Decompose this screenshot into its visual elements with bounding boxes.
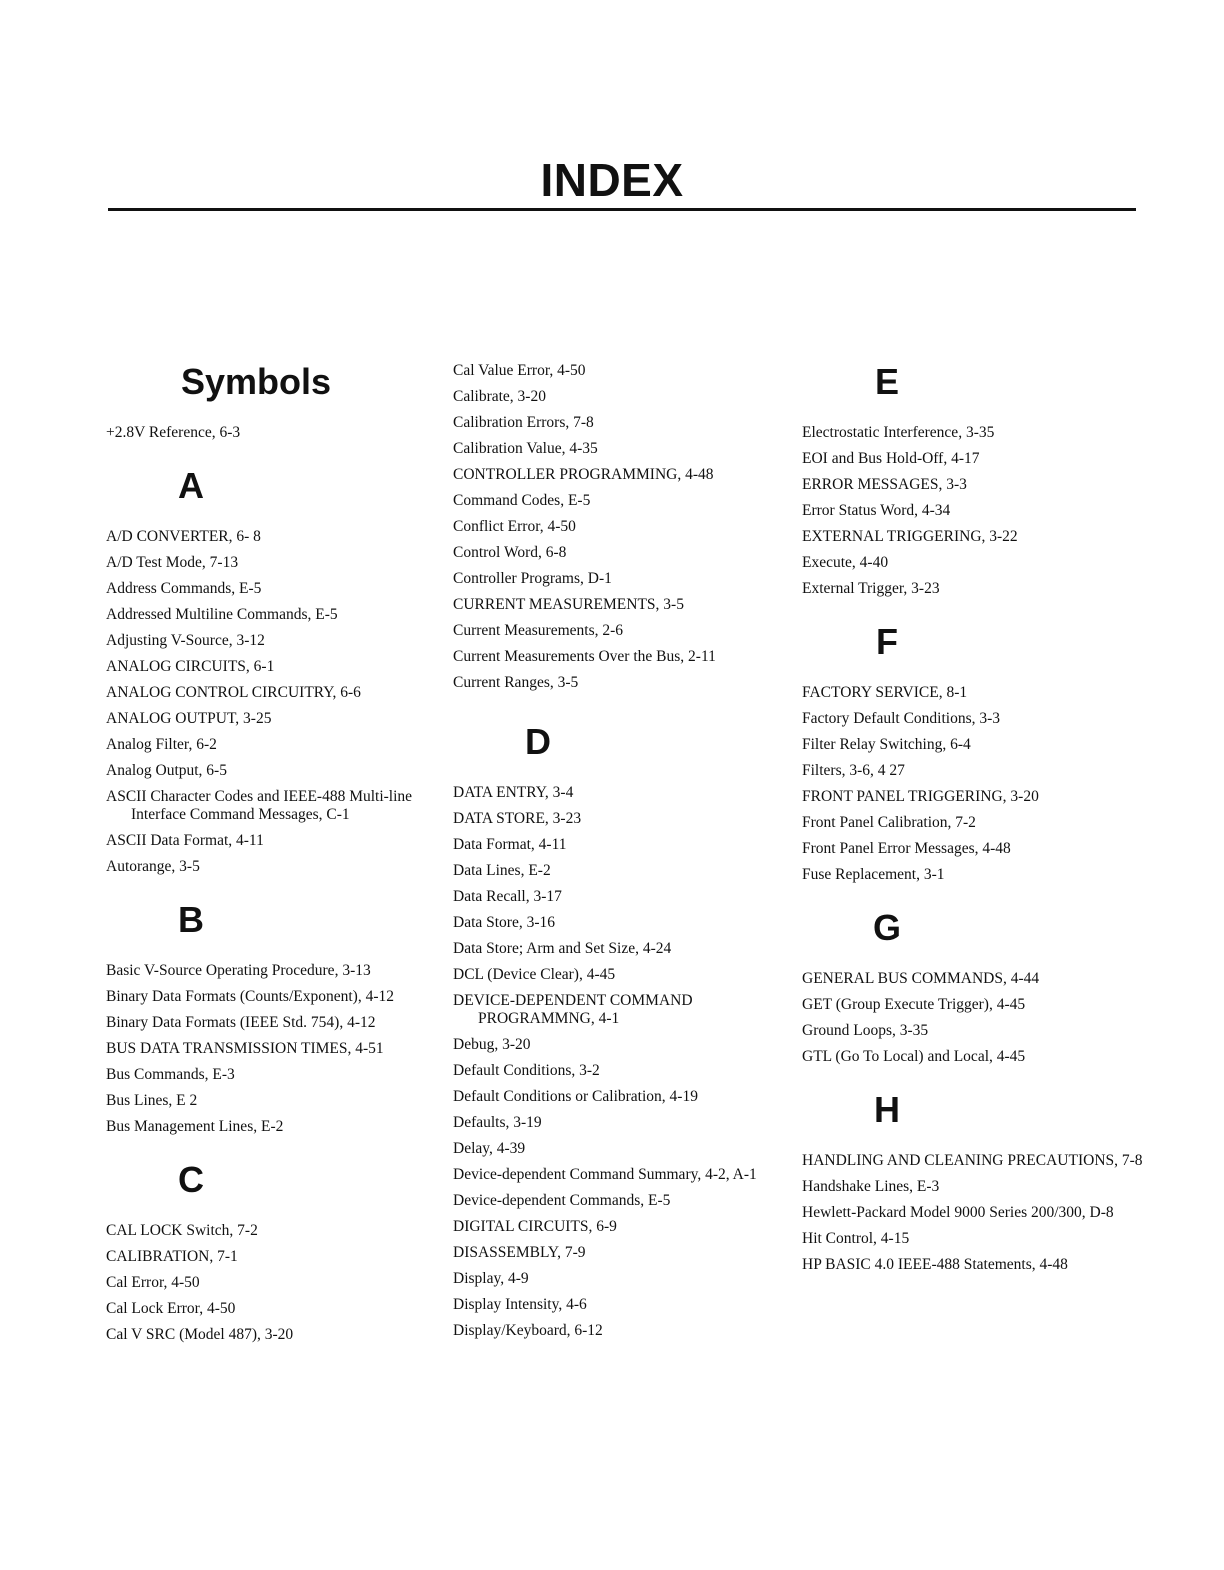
index-entry: Display/Keyboard, 6-12 xyxy=(453,1322,603,1339)
index-entry: Default Conditions or Calibration, 4-19 xyxy=(453,1088,698,1105)
index-column-2 xyxy=(453,362,798,1340)
index-entry: DIGITAL CIRCUITS, 6-9 xyxy=(453,1218,617,1235)
index-entry: EXTERNAL TRIGGERING, 3-22 xyxy=(802,528,1018,545)
index-entry: Bus Commands, E-3 xyxy=(106,1066,235,1083)
index-entry: Filter Relay Switching, 6-4 xyxy=(802,736,971,753)
index-entry: Autorange, 3-5 xyxy=(106,858,200,875)
index-entry: Handshake Lines, E-3 xyxy=(802,1178,940,1195)
index-entry: Bus Lines, E 2 xyxy=(106,1092,198,1109)
index-entry: External Trigger, 3-23 xyxy=(802,580,940,597)
index-entry: CALIBRATION, 7-1 xyxy=(106,1248,238,1265)
index-entry: Filters, 3-6, 4 27 xyxy=(802,762,905,779)
section-heading-symbols: Symbols xyxy=(181,361,332,402)
index-entry: Cal Lock Error, 4-50 xyxy=(106,1300,236,1317)
index-entry: GENERAL BUS COMMANDS, 4-44 xyxy=(802,970,1040,987)
index-entry: Bus Management Lines, E-2 xyxy=(106,1118,284,1135)
index-entry: ANALOG OUTPUT, 3-25 xyxy=(106,710,272,727)
index-entry: DATA STORE, 3-23 xyxy=(453,810,582,827)
title-rule xyxy=(108,208,1136,211)
index-entry: Hit Control, 4-15 xyxy=(802,1230,910,1247)
index-entry: Command Codes, E-5 xyxy=(453,492,591,509)
index-entry: A/D Test Mode, 7-13 xyxy=(106,554,239,571)
index-entry: Defaults, 3-19 xyxy=(453,1114,542,1131)
section-heading-b: B xyxy=(178,899,204,940)
index-entry: Execute, 4-40 xyxy=(802,554,889,571)
index-entry: Factory Default Conditions, 3-3 xyxy=(802,710,1001,727)
index-entry: Delay, 4-39 xyxy=(453,1140,526,1157)
index-entry: GTL (Go To Local) and Local, 4-45 xyxy=(802,1048,1026,1065)
index-entry: DATA ENTRY, 3-4 xyxy=(453,784,574,801)
index-entry: ANALOG CONTROL CIRCUITRY, 6-6 xyxy=(106,684,361,701)
index-column-3 xyxy=(802,360,1147,1274)
section-entries-a xyxy=(106,528,451,876)
section-heading-g: G xyxy=(872,907,901,948)
index-entry: GET (Group Execute Trigger), 4-45 xyxy=(802,996,1026,1013)
index-entry: Cal Value Error, 4-50 xyxy=(453,362,586,379)
index-entry: Calibrate, 3-20 xyxy=(453,388,546,405)
index-entry: Device-dependent Commands, E-5 xyxy=(453,1192,671,1209)
index-entry: FACTORY SERVICE, 8-1 xyxy=(802,684,968,701)
section-heading-d: D xyxy=(525,721,551,762)
index-entry: Error Status Word, 4-34 xyxy=(802,502,951,519)
section-entries-b xyxy=(106,962,451,1136)
index-entry: FRONT PANEL TRIGGERING, 3-20 xyxy=(802,788,1039,805)
index-entry: Binary Data Formats (IEEE Std. 754), 4-12 xyxy=(106,1014,376,1031)
index-entry: Electrostatic Interference, 3-35 xyxy=(802,424,995,441)
section-heading-e: E xyxy=(874,361,899,402)
section-entries-e xyxy=(802,424,1147,598)
index-entry: HANDLING AND CLEANING PRECAUTIONS, 7-8 xyxy=(802,1152,1143,1169)
index-entry: Default Conditions, 3-2 xyxy=(453,1062,600,1079)
index-entry: Basic V-Source Operating Procedure, 3-13 xyxy=(106,962,371,979)
index-entry: Debug, 3-20 xyxy=(453,1036,531,1053)
section-heading-f: F xyxy=(876,621,898,662)
section-entries-d xyxy=(453,784,798,1340)
index-entry: CURRENT MEASUREMENTS, 3-5 xyxy=(453,596,684,613)
index-entry: A/D CONVERTER, 6- 8 xyxy=(106,528,261,545)
index-entry: ASCII Character Codes and IEEE-488 Multi-line Interface Command Messages, C-1 xyxy=(106,788,413,823)
index-entry: Hewlett-Packard Model 9000 Series 200/300, D-8 xyxy=(802,1204,1114,1221)
index-entry: Conflict Error, 4-50 xyxy=(453,518,576,535)
section-heading-a: A xyxy=(178,465,204,506)
index-column-1 xyxy=(106,360,451,1344)
index-entry: BUS DATA TRANSMISSION TIMES, 4-51 xyxy=(106,1040,384,1057)
index-entry: Ground Loops, 3-35 xyxy=(802,1022,929,1039)
section-heading-c: C xyxy=(178,1159,204,1200)
index-entry: Current Measurements, 2-6 xyxy=(453,622,624,639)
index-entry: Display, 4-9 xyxy=(453,1270,529,1287)
index-entry: Data Store, 3-16 xyxy=(453,914,556,931)
index-entry: Cal Error, 4-50 xyxy=(106,1274,200,1291)
index-entry: Cal V SRC (Model 487), 3-20 xyxy=(106,1326,294,1343)
index-entry: CAL LOCK Switch, 7-2 xyxy=(106,1222,258,1239)
index-entry: Front Panel Calibration, 7-2 xyxy=(802,814,976,831)
section-entries-g xyxy=(802,970,1147,1066)
page-title: INDEX xyxy=(540,154,684,206)
section-entries-c-continued xyxy=(453,362,798,692)
section-entries-h xyxy=(802,1152,1147,1274)
index-entry: Analog Output, 6-5 xyxy=(106,762,227,779)
index-entry: DISASSEMBLY, 7-9 xyxy=(453,1244,586,1261)
index-entry: HP BASIC 4.0 IEEE-488 Statements, 4-48 xyxy=(802,1256,1068,1273)
index-entry: Address Commands, E-5 xyxy=(106,580,262,597)
index-entry: Controller Programs, D-1 xyxy=(453,570,612,587)
index-entry: ERROR MESSAGES, 3-3 xyxy=(802,476,967,493)
index-entry: Data Store; Arm and Set Size, 4-24 xyxy=(453,940,672,957)
index-entry: ASCII Data Format, 4-11 xyxy=(106,832,264,849)
index-entry: Data Recall, 3-17 xyxy=(453,888,562,905)
section-heading-h: H xyxy=(874,1089,900,1130)
index-entry: Current Measurements Over the Bus, 2-11 xyxy=(453,648,716,665)
index-entry: EOI and Bus Hold-Off, 4-17 xyxy=(802,450,980,467)
index-entry: +2.8V Reference, 6-3 xyxy=(106,424,241,441)
index-entry: Calibration Errors, 7-8 xyxy=(453,414,594,431)
index-entry: Front Panel Error Messages, 4-48 xyxy=(802,840,1011,857)
index-entry: ANALOG CIRCUITS, 6-1 xyxy=(106,658,275,675)
section-entries-f xyxy=(802,684,1147,884)
index-entry: Control Word, 6-8 xyxy=(453,544,567,561)
index-entry: DCL (Device Clear), 4-45 xyxy=(453,966,616,983)
index-entry: DEVICE-DEPENDENT COMMAND PROGRAMMNG, 4-1 xyxy=(453,992,693,1027)
index-entry: Binary Data Formats (Counts/Exponent), 4-12 xyxy=(106,988,394,1005)
index-entry: Addressed Multiline Commands, E-5 xyxy=(106,606,338,623)
index-entry: Data Lines, E-2 xyxy=(453,862,551,879)
index-entry: CONTROLLER PROGRAMMING, 4-48 xyxy=(453,466,714,483)
index-entry: Current Ranges, 3-5 xyxy=(453,674,579,691)
index-entry: Fuse Replacement, 3-1 xyxy=(802,866,945,883)
index-entry: Calibration Value, 4-35 xyxy=(453,440,598,457)
index-entry: Device-dependent Command Summary, 4-2, A-1 xyxy=(453,1166,757,1183)
index-entry: Data Format, 4-11 xyxy=(453,836,567,853)
section-entries-c xyxy=(106,1222,451,1344)
index-entry: Analog Filter, 6-2 xyxy=(106,736,217,753)
section-entries-symbols xyxy=(106,424,451,442)
index-entry: Display Intensity, 4-6 xyxy=(453,1296,587,1313)
index-entry: Adjusting V-Source, 3-12 xyxy=(106,632,265,649)
